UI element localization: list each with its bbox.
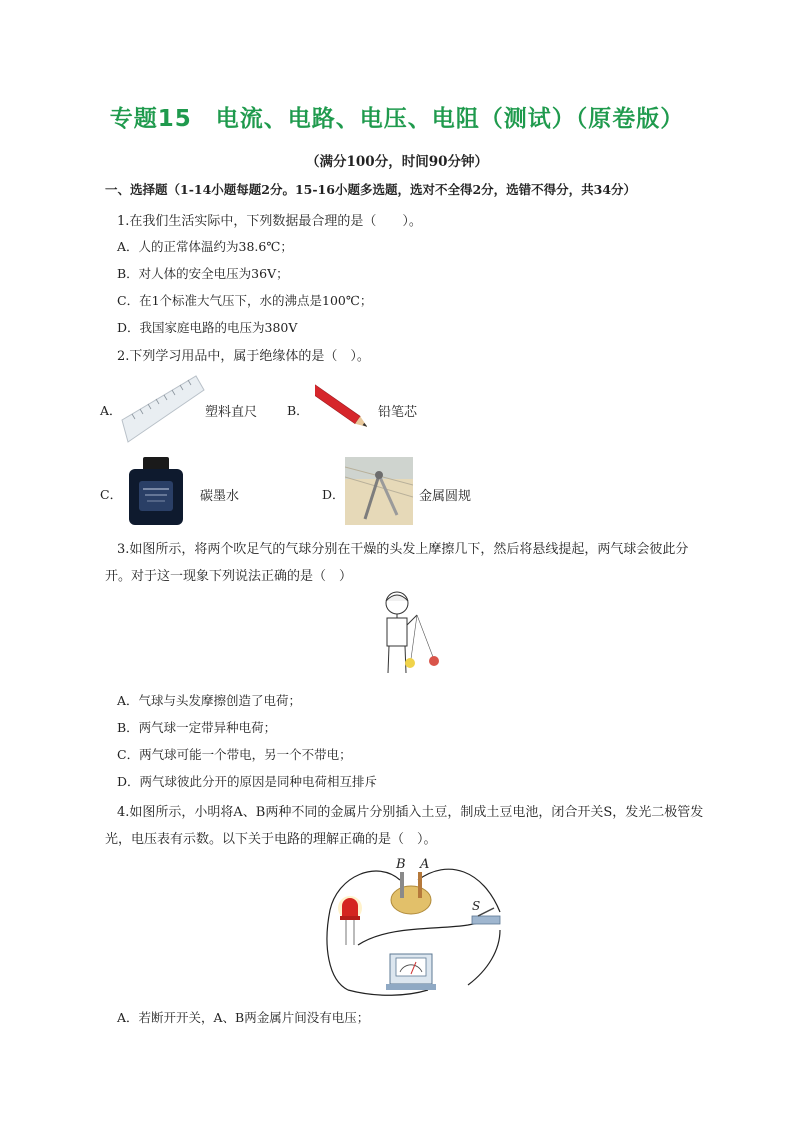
metal-a-label: A xyxy=(420,857,430,872)
q3-option-c: C．两气球可能一个带电，另一个不带电； xyxy=(117,747,352,762)
q2-letter-a: A． xyxy=(100,403,122,418)
q1-option-b: B．对人体的安全电压为36V； xyxy=(117,266,289,281)
ink-bottle-image xyxy=(125,455,187,527)
balloon-person-figure xyxy=(375,585,445,680)
q2-label-pencil: 铅笔芯 xyxy=(378,405,418,420)
q2-letter-c: C． xyxy=(100,487,123,502)
q2-label-ink: 碳墨水 xyxy=(200,489,240,504)
q3-stem-line1: 3.如图所示，将两个吹足气的气球分别在干燥的头发上摩擦几下，然后将悬线提起，两气球会彼此分 xyxy=(117,542,689,557)
q1-stem: 1.在我们生活实际中，下列数据最合理的是（ ）。 xyxy=(117,214,422,229)
q3-option-a: A．气球与头发摩擦创造了电荷； xyxy=(117,693,302,708)
pencil-image xyxy=(315,375,367,443)
q3-option-d: D．两气球彼此分开的原因是同种电荷相互排斥 xyxy=(117,774,378,789)
compass-image xyxy=(345,457,413,525)
q3-option-b: B．两气球一定带异种电荷； xyxy=(117,720,277,735)
q4-stem-line1: 4.如图所示，小明将A、B两种不同的金属片分别插入土豆，制成土豆电池，闭合开关S，发光二极管发 xyxy=(117,805,704,820)
q2-letter-b: B． xyxy=(287,403,309,418)
switch-s-label: S xyxy=(472,899,481,913)
q4-stem-line2: 光，电压表有示数。以下关于电路的理解正确的是（ ）。 xyxy=(105,832,437,847)
q2-label-ruler: 塑料直尺 xyxy=(205,405,258,420)
metal-b-label: B xyxy=(396,857,406,872)
q1-option-a: A．人的正常体温约为38.6℃； xyxy=(117,239,293,254)
score-time-info: （满分100分，时间90分钟） xyxy=(306,154,488,170)
plastic-ruler-image xyxy=(118,372,206,446)
q2-label-compass: 金属圆规 xyxy=(419,489,472,504)
q1-option-c: C．在1个标准大气压下，水的沸点是100℃； xyxy=(117,293,373,308)
section-heading: 一、选择题（1-14小题每题2分。15-16小题多选题，选对不全得2分，选错不得分，共34分） xyxy=(105,182,637,197)
q3-stem-line2: 开。对于这一现象下列说法正确的是（ ） xyxy=(105,569,353,584)
page-title: 专题15 电流、电路、电压、电阻（测试）（原卷版） xyxy=(109,106,685,132)
potato-battery-circuit-figure xyxy=(318,850,508,998)
q1-option-d: D．我国家庭电路的电压为380V xyxy=(117,320,298,335)
q2-stem: 2.下列学习用品中，属于绝缘体的是（ ）。 xyxy=(117,349,370,364)
q2-letter-d: D． xyxy=(322,487,345,502)
q4-option-a: A．若断开开关，A、B两金属片间没有电压； xyxy=(117,1010,370,1025)
